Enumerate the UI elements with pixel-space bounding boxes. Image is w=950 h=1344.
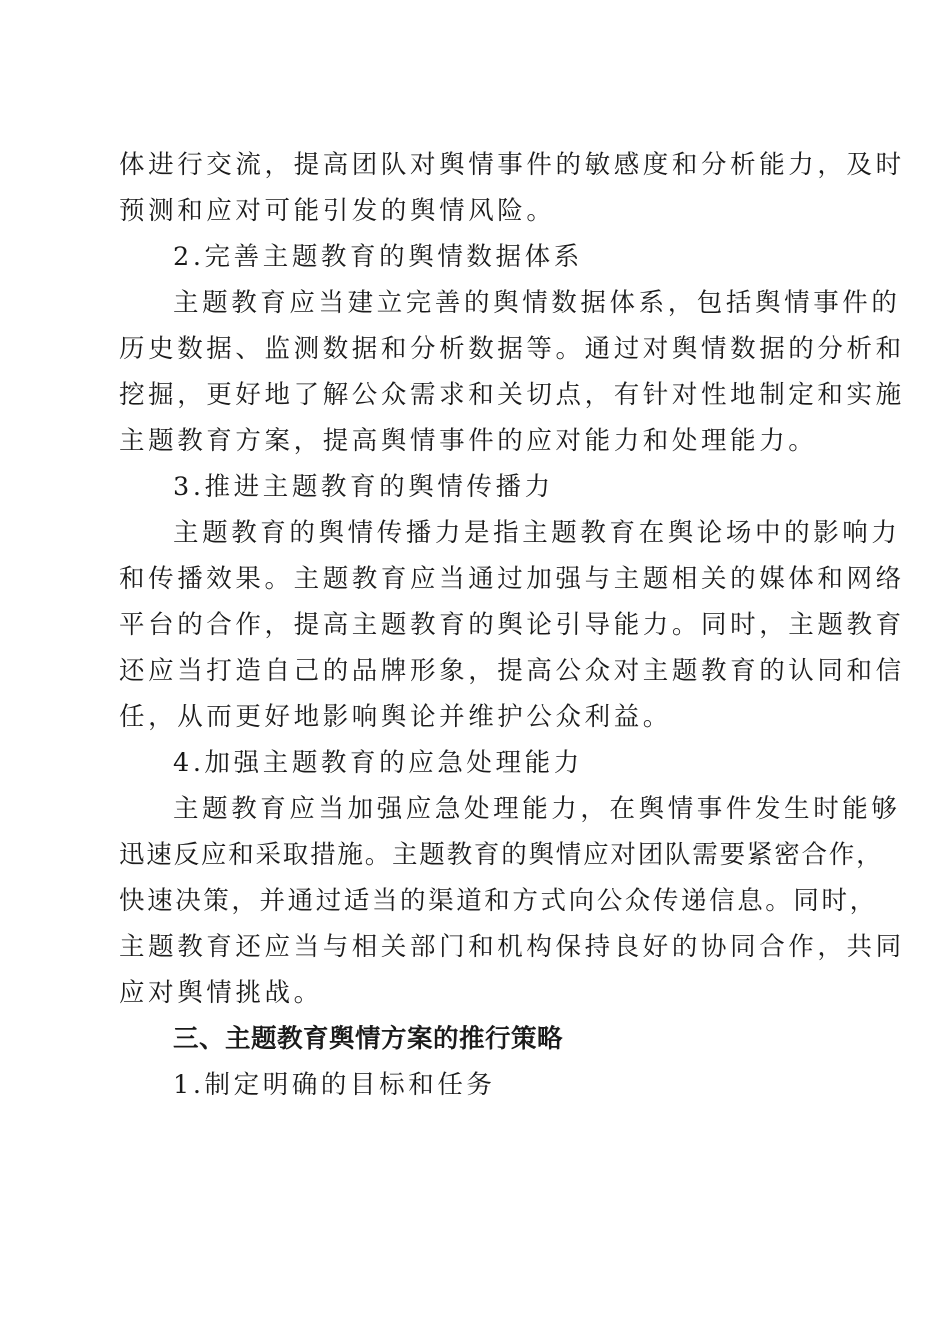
subsection-heading: 2.完善主题教育的舆情数据体系 [173, 242, 583, 272]
body-text-line: 挖掘，更好地了解公众需求和关切点，有针对性地制定和实施 [119, 380, 905, 410]
body-text-line: 预测和应对可能引发的舆情风险。 [119, 196, 556, 226]
body-text-line: 迅速反应和采取措施。主题教育的舆情应对团队需要紧密合作， [119, 840, 884, 870]
body-text-line: 快速决策，并通过适当的渠道和方式向公众传递信息。同时， [119, 886, 878, 916]
body-text-line: 和传播效果。主题教育应当通过加强与主题相关的媒体和网络 [119, 564, 905, 594]
section-heading: 三、主题教育舆情方案的推行策略 [173, 1024, 564, 1054]
subsection-heading: 4.加强主题教育的应急处理能力 [173, 748, 583, 778]
body-text-line: 应对舆情挑战。 [119, 978, 323, 1008]
paragraph-first-line: 主题教育应当建立完善的舆情数据体系，包括舆情事件的 [173, 288, 901, 318]
document-page [119, 142, 905, 1108]
paragraph-first-line: 主题教育应当加强应急处理能力，在舆情事件发生时能够 [173, 794, 901, 824]
body-text-line: 任，从而更好地影响舆论并维护公众利益。 [119, 702, 672, 732]
body-text-line: 还应当打造自己的品牌形象，提高公众对主题教育的认同和信 [119, 656, 905, 686]
body-text-line: 主题教育还应当与相关部门和机构保持良好的协同合作，共同 [119, 932, 905, 962]
body-text-line: 体进行交流，提高团队对舆情事件的敏感度和分析能力，及时 [119, 150, 905, 180]
body-text-line: 历史数据、监测数据和分析数据等。通过对舆情数据的分析和 [119, 334, 905, 364]
body-text-line: 主题教育方案，提高舆情事件的应对能力和处理能力。 [119, 426, 818, 456]
paragraph-first-line: 主题教育的舆情传播力是指主题教育在舆论场中的影响力 [173, 518, 901, 548]
body-text-line: 平台的合作，提高主题教育的舆论引导能力。同时，主题教育 [119, 610, 905, 640]
subsection-heading: 1.制定明确的目标和任务 [173, 1070, 496, 1100]
subsection-heading: 3.推进主题教育的舆情传播力 [173, 472, 554, 502]
